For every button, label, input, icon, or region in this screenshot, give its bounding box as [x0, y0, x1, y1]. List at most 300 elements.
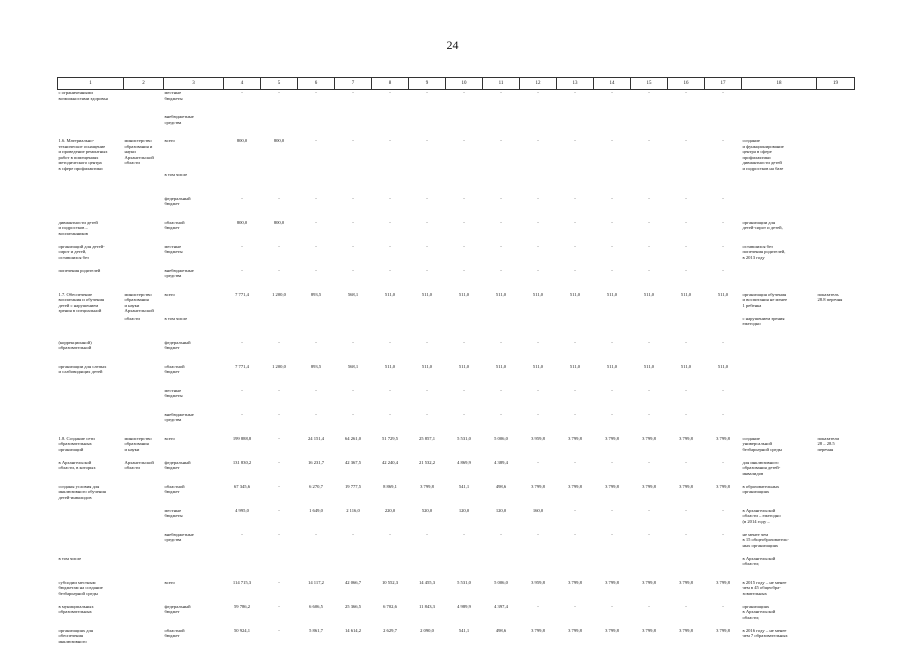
measure-name-cell: (коррекционной) образовательной	[58, 339, 92, 351]
value-cell: -	[315, 411, 317, 417]
value-cell: -	[537, 90, 539, 95]
funding-source-cell	[164, 556, 224, 580]
indicator-cell	[817, 508, 855, 532]
indicator-cell	[817, 340, 855, 364]
value-cell: 511,0	[532, 363, 544, 369]
value-cell: -	[278, 483, 280, 489]
funding-source-cell: областной бюджет	[164, 627, 185, 639]
table-row	[58, 580, 855, 604]
table-row	[58, 138, 855, 172]
value-cell: -	[352, 531, 354, 537]
value-cell: 3 799,8	[568, 483, 582, 489]
value-cell: -	[352, 267, 354, 273]
value-cell: -	[611, 507, 613, 513]
table-row	[58, 604, 855, 628]
funding-source-cell: в том числе	[164, 315, 188, 321]
result-cell: организациях в Архангельской области;	[742, 603, 776, 620]
value-cell: -	[463, 387, 465, 393]
value-cell: -	[611, 267, 613, 273]
value-cell: -	[426, 339, 428, 345]
column-header: 9	[409, 78, 446, 90]
value-cell	[409, 114, 446, 138]
value-cell: -	[574, 243, 576, 249]
value-cell: 511,0	[569, 291, 581, 297]
value-cell: -	[315, 195, 317, 201]
value-cell: -	[352, 243, 354, 249]
value-cell: 511,0	[495, 363, 507, 369]
column-header: 1	[58, 78, 124, 90]
result-cell: создание и функционирование центра в сфере профилактики дивиантности детей и подростков на базе	[742, 138, 784, 171]
value-cell: 19 777,5	[344, 483, 362, 489]
executor-cell	[124, 268, 164, 292]
value-cell: -	[389, 411, 391, 417]
executor-cell: области	[124, 315, 140, 321]
value-cell: 11 843,3	[419, 603, 435, 609]
value-cell: -	[574, 138, 576, 143]
value-cell	[631, 556, 668, 580]
column-header: 19	[817, 78, 855, 90]
value-cell: -	[722, 90, 724, 95]
value-cell: 511,0	[680, 363, 692, 369]
value-cell	[409, 316, 446, 340]
value-cell: 220,0	[384, 507, 396, 513]
value-cell: -	[315, 267, 317, 273]
value-cell: -	[537, 531, 539, 537]
value-cell: -	[315, 531, 317, 537]
value-cell: -	[537, 267, 539, 273]
value-cell: 3 799,8	[679, 579, 693, 585]
column-header: 11	[483, 78, 520, 90]
value-cell: 25 857,1	[418, 435, 436, 441]
column-header: 6	[298, 78, 335, 90]
value-cell: -	[241, 267, 243, 273]
value-cell: -	[611, 195, 613, 201]
value-cell: -	[500, 219, 502, 225]
column-header: 2	[124, 78, 164, 90]
result-cell	[742, 196, 817, 220]
value-cell: -	[389, 339, 391, 345]
value-cell	[372, 316, 409, 340]
value-cell	[705, 114, 742, 138]
value-cell	[594, 114, 631, 138]
value-cell: -	[463, 339, 465, 345]
result-cell: в Архангельской области – ежегодно (в 2014 году –	[742, 507, 781, 524]
result-cell	[742, 412, 817, 436]
value-cell: -	[389, 243, 391, 249]
value-cell: -	[574, 339, 576, 345]
value-cell: -	[685, 243, 687, 249]
value-cell: -	[315, 90, 317, 95]
value-cell	[557, 172, 594, 196]
value-cell: 3 799,8	[568, 627, 582, 633]
value-cell: -	[352, 339, 354, 345]
value-cell: 5 006,0	[494, 579, 508, 585]
result-cell: в образовательных организациях	[742, 483, 780, 495]
value-cell: 511,0	[606, 363, 618, 369]
value-cell: -	[500, 267, 502, 273]
value-cell: 520,0	[421, 507, 433, 513]
value-cell: 511,0	[717, 291, 729, 297]
value-cell: 511,0	[384, 291, 396, 297]
value-cell: -	[426, 387, 428, 393]
value-cell: 6 702,6	[383, 603, 397, 609]
table-row	[58, 220, 855, 244]
value-cell: 64 261,0	[344, 435, 362, 441]
indicator-cell	[817, 484, 855, 508]
value-cell: 3 799,8	[605, 483, 619, 489]
value-cell: -	[648, 459, 650, 465]
value-cell	[409, 172, 446, 196]
value-cell: 3 799,8	[679, 435, 693, 441]
funding-source-cell: местные бюджеты	[164, 507, 183, 519]
executor-cell	[124, 508, 164, 532]
value-cell	[446, 316, 483, 340]
value-cell: -	[574, 411, 576, 417]
value-cell: -	[352, 90, 354, 95]
value-cell	[261, 556, 298, 580]
indicator-cell: показатели 28 – 28.5 перечня	[817, 435, 839, 452]
value-cell: -	[352, 411, 354, 417]
table-row	[58, 508, 855, 532]
value-cell: -	[685, 603, 687, 609]
measure-name-cell: попечения родителей	[58, 267, 101, 273]
column-header: 3	[164, 78, 224, 90]
value-cell: -	[648, 603, 650, 609]
value-cell: -	[722, 507, 724, 513]
value-cell: 893,5	[310, 291, 322, 297]
value-cell: -	[537, 387, 539, 393]
value-cell: 1 649,0	[309, 507, 323, 513]
funding-source-cell: федеральный бюджет	[164, 339, 191, 351]
value-cell: 511,0	[717, 363, 729, 369]
result-cell	[742, 90, 817, 115]
value-cell: -	[278, 531, 280, 537]
result-cell: для инклюзивного образования детей- инвалидов	[742, 459, 781, 476]
value-cell: -	[648, 195, 650, 201]
value-cell: -	[315, 219, 317, 225]
indicator-cell	[817, 316, 855, 340]
value-cell	[372, 556, 409, 580]
value-cell: -	[685, 138, 687, 143]
executor-cell	[124, 196, 164, 220]
table-row	[58, 340, 855, 364]
value-cell: -	[463, 138, 465, 143]
measure-name-cell	[58, 316, 124, 340]
value-cell	[224, 172, 261, 196]
value-cell	[705, 172, 742, 196]
value-cell: 120,0	[495, 507, 507, 513]
value-cell: 160,0	[532, 507, 544, 513]
table-row	[58, 412, 855, 436]
value-cell: -	[648, 90, 650, 95]
result-cell: с нарушением зрения ежегодно	[742, 315, 785, 327]
value-cell: -	[500, 138, 502, 143]
value-cell: 3 799,8	[531, 627, 545, 633]
value-cell: 10 552,3	[381, 579, 399, 585]
value-cell: -	[463, 411, 465, 417]
column-header: 17	[705, 78, 742, 90]
value-cell	[520, 316, 557, 340]
value-cell: -	[722, 387, 724, 393]
value-cell: -	[389, 195, 391, 201]
value-cell: -	[722, 603, 724, 609]
funding-source-cell: местные бюджеты	[164, 243, 183, 255]
value-cell	[224, 316, 261, 340]
value-cell	[261, 114, 298, 138]
measure-name-cell: организациях для обеспечения инклюзивного	[58, 627, 94, 644]
value-cell: 3 799,8	[716, 579, 730, 585]
value-cell: 131 830,2	[232, 459, 252, 465]
value-cell: -	[574, 267, 576, 273]
table-row	[58, 460, 855, 484]
indicator-cell	[817, 460, 855, 484]
executor-cell	[124, 172, 164, 196]
value-cell: -	[241, 90, 243, 95]
document-table-container	[57, 77, 854, 652]
value-cell	[668, 316, 705, 340]
indicator-cell	[817, 556, 855, 580]
value-cell: 25 366,5	[344, 603, 362, 609]
value-cell: 5 861,7	[309, 627, 323, 633]
funding-source-cell: всего	[164, 138, 175, 143]
value-cell: 893,5	[310, 363, 322, 369]
measure-name-cell: в муниципальных образовательных	[58, 603, 94, 615]
value-cell: 568,1	[347, 363, 359, 369]
value-cell	[261, 316, 298, 340]
value-cell: 3 799,8	[679, 483, 693, 489]
column-header: 14	[594, 78, 631, 90]
result-cell: в 2016 году – не менее чем 7 образовательных	[742, 627, 788, 639]
value-cell: 1 200,0	[272, 291, 286, 297]
value-cell: -	[426, 90, 428, 95]
value-cell: -	[611, 531, 613, 537]
value-cell: -	[278, 195, 280, 201]
measure-name-cell	[58, 412, 124, 436]
value-cell	[631, 172, 668, 196]
value-cell: 3 799,8	[420, 483, 434, 489]
value-cell: -	[648, 267, 650, 273]
value-cell: -	[352, 219, 354, 225]
value-cell: 7 771,4	[235, 363, 249, 369]
value-cell: 51 729,5	[381, 435, 399, 441]
executor-cell	[124, 114, 164, 138]
value-cell: 14 614,2	[344, 627, 362, 633]
value-cell: 511,0	[384, 363, 396, 369]
value-cell	[520, 114, 557, 138]
value-cell: -	[685, 459, 687, 465]
value-cell: -	[426, 267, 428, 273]
value-cell: 4 869,9	[457, 459, 471, 465]
value-cell	[668, 172, 705, 196]
value-cell	[372, 172, 409, 196]
value-cell: -	[537, 195, 539, 201]
measure-name-cell	[58, 508, 124, 532]
value-cell: -	[611, 603, 613, 609]
column-header: 7	[335, 78, 372, 90]
value-cell	[335, 316, 372, 340]
value-cell	[631, 316, 668, 340]
value-cell: -	[537, 339, 539, 345]
column-header: 16	[668, 78, 705, 90]
measure-name-cell: организации для слепых и слабовидящих детей	[58, 363, 107, 375]
value-cell: 3 799,8	[605, 627, 619, 633]
value-cell: 21 532,2	[418, 459, 436, 465]
value-cell: -	[352, 195, 354, 201]
funding-source-cell: местные бюджеты	[164, 90, 183, 101]
value-cell: 511,0	[532, 291, 544, 297]
value-cell: -	[648, 387, 650, 393]
value-cell: 3 799,8	[679, 627, 693, 633]
value-cell: 114 715,3	[232, 579, 252, 585]
funding-source-cell: федеральный бюджет	[164, 195, 191, 207]
value-cell: -	[648, 243, 650, 249]
funding-source-cell: всего	[164, 435, 175, 441]
value-cell	[483, 556, 520, 580]
value-cell	[483, 114, 520, 138]
value-cell: -	[278, 267, 280, 273]
value-cell: -	[278, 411, 280, 417]
value-cell	[483, 172, 520, 196]
value-cell: 4 397,4	[494, 603, 508, 609]
result-cell: не менее чем в 15 общеобразователь- ных организациях	[742, 531, 789, 548]
measure-name-cell	[58, 172, 124, 196]
value-cell: 3 799,8	[531, 483, 545, 489]
indicator-cell	[817, 172, 855, 196]
funding-source-cell: внебюджетные средства	[164, 267, 194, 279]
executor-cell	[124, 220, 164, 244]
value-cell	[298, 316, 335, 340]
value-cell: 4 995,0	[235, 507, 249, 513]
value-cell: -	[722, 138, 724, 143]
table-row	[58, 114, 855, 138]
value-cell: -	[648, 507, 650, 513]
value-cell: -	[611, 411, 613, 417]
value-cell: 3 799,8	[642, 483, 656, 489]
program-table	[57, 77, 855, 652]
value-cell: -	[574, 507, 576, 513]
value-cell	[483, 316, 520, 340]
value-cell: -	[537, 411, 539, 417]
value-cell: -	[463, 219, 465, 225]
table-row	[58, 364, 855, 388]
funding-source-cell: внебюджетные средства	[164, 411, 194, 423]
value-cell	[224, 114, 261, 138]
value-cell	[520, 556, 557, 580]
value-cell: 2 629,7	[383, 627, 397, 633]
value-cell: -	[611, 339, 613, 345]
value-cell: -	[611, 219, 613, 225]
value-cell: -	[463, 531, 465, 537]
indicator-cell	[817, 114, 855, 138]
measure-name-cell	[58, 114, 124, 138]
value-cell: -	[685, 195, 687, 201]
table-row	[58, 556, 855, 580]
value-cell: 511,0	[643, 291, 655, 297]
executor-cell	[124, 364, 164, 388]
value-cell: -	[241, 243, 243, 249]
table-row	[58, 316, 855, 340]
value-cell: -	[426, 195, 428, 201]
value-cell: 541,1	[458, 627, 470, 633]
value-cell	[594, 316, 631, 340]
value-cell: 199 888,8	[232, 435, 252, 441]
value-cell: -	[722, 531, 724, 537]
value-cell: -	[722, 219, 724, 225]
measure-name-cell: дивиантности детей и подростков – воспитанников	[58, 219, 98, 236]
value-cell: 42 240,4	[381, 459, 399, 465]
funding-source-cell: областной бюджет	[164, 219, 185, 231]
value-cell: -	[611, 90, 613, 95]
measure-name-cell	[58, 388, 124, 412]
value-cell: -	[685, 90, 687, 95]
measure-name-cell	[58, 196, 124, 220]
value-cell: 6 270,7	[309, 483, 323, 489]
value-cell: -	[389, 138, 391, 143]
value-cell: 24 151,4	[307, 435, 325, 441]
indicator-cell	[817, 532, 855, 556]
value-cell: -	[278, 339, 280, 345]
value-cell: 3 799,8	[716, 627, 730, 633]
value-cell	[557, 114, 594, 138]
value-cell	[261, 172, 298, 196]
value-cell: -	[574, 195, 576, 201]
indicator-cell	[817, 196, 855, 220]
value-cell: -	[685, 411, 687, 417]
column-header: 12	[520, 78, 557, 90]
value-cell	[409, 556, 446, 580]
result-cell: в 2015 году – не менее чем в 45 общеобра- зовательных	[742, 579, 787, 596]
table-row	[58, 388, 855, 412]
executor-cell	[124, 604, 164, 628]
value-cell: -	[463, 90, 465, 95]
value-cell: -	[426, 219, 428, 225]
value-cell: -	[463, 243, 465, 249]
value-cell: -	[426, 411, 428, 417]
value-cell: -	[389, 387, 391, 393]
value-cell: -	[278, 243, 280, 249]
value-cell: -	[722, 411, 724, 417]
measure-name-cell: с ограниченными возможностями здоровья	[58, 90, 108, 101]
value-cell: -	[278, 387, 280, 393]
value-cell	[298, 556, 335, 580]
value-cell: -	[278, 459, 280, 465]
value-cell	[446, 172, 483, 196]
value-cell: -	[611, 138, 613, 143]
value-cell: -	[574, 459, 576, 465]
table-row	[58, 196, 855, 220]
value-cell: -	[278, 435, 280, 441]
value-cell: 4 989,9	[457, 603, 471, 609]
value-cell: -	[500, 387, 502, 393]
value-cell: -	[315, 243, 317, 249]
indicator-cell	[817, 388, 855, 412]
column-header: 18	[742, 78, 817, 90]
value-cell: -	[685, 387, 687, 393]
value-cell	[335, 556, 372, 580]
value-cell: 14 117,2	[308, 579, 324, 585]
value-cell: -	[389, 219, 391, 225]
value-cell: -	[537, 243, 539, 249]
value-cell: -	[463, 267, 465, 273]
table-row	[58, 172, 855, 196]
executor-cell	[124, 388, 164, 412]
value-cell: -	[426, 531, 428, 537]
value-cell: -	[389, 267, 391, 273]
value-cell: 800,0	[273, 219, 285, 225]
executor-cell: министерство образования и науки Архангельской	[124, 291, 154, 314]
value-cell: -	[611, 387, 613, 393]
value-cell: -	[648, 219, 650, 225]
